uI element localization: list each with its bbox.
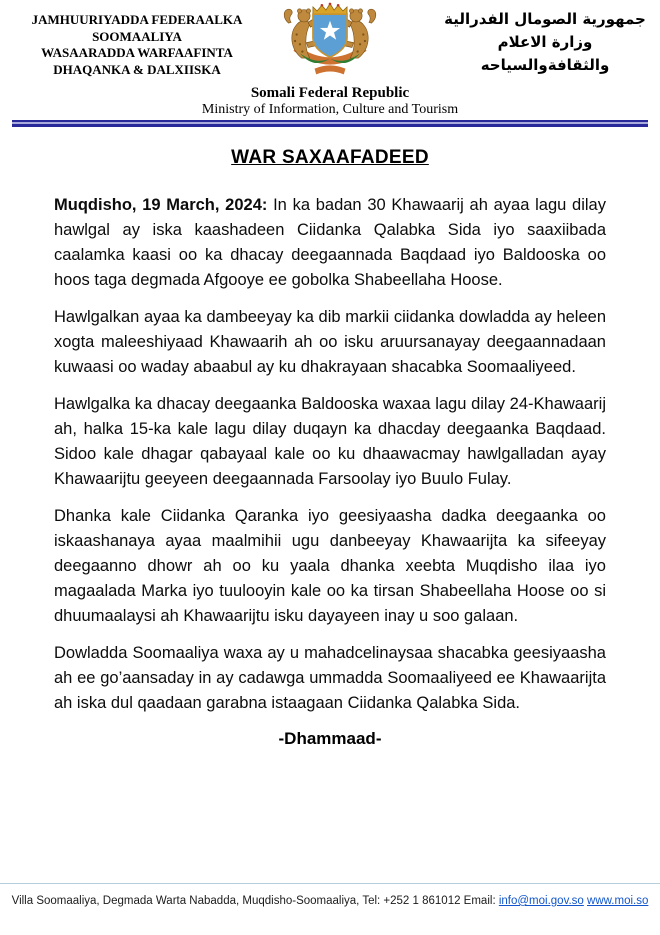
press-release-title: WAR SAXAAFADEED: [231, 147, 429, 168]
paragraph-text: Hawlgalkan ayaa ka dambeeyay ka dib markii ciidanka dowladda ay heleen xogta maleeshiyaad Khawaarih ah oo isku aruursanayay deegaannadaan kuwaasi oo waday abaabul ay ku dhakrayaan shacabka Soomaaliyeed.: [54, 308, 606, 376]
paragraph-text: In ka badan 30 Khawaarij ah ayaa lagu dilay hawlgal ay iska kaashadeen Ciidanka Qalabka Sida iyo saaxiibada caalamka kaasi oo ka dhacay deegaannada Baqdaad iyo Baldooska oo hoos taga degmada Afgooye ee gobolka Shabeellaha Hoose.: [54, 196, 606, 289]
footer-website-link[interactable]: www.moi.so: [587, 895, 649, 907]
footer-email-link[interactable]: info@moi.gov.so: [498, 895, 584, 907]
ministry-name-somali-line: SOOMAALIYA: [92, 28, 182, 44]
press-release-paragraph: [54, 193, 606, 293]
press-release-paragraph: [54, 504, 606, 629]
somalia-coat-of-arms: [276, 2, 384, 85]
ministry-name-arabic-line: وزارة الاعلام: [497, 33, 593, 51]
press-release-paragraph: [54, 305, 606, 380]
dateline: Muqdisho, 19 March, 2024:: [54, 196, 268, 214]
ministry-name-somali-line: DHAQANKA & DALXIISKA: [53, 61, 221, 77]
header-divider-rule: [12, 120, 648, 127]
paragraph-text: Dhanka kale Ciidanka Qaranka iyo geesiyaasha dadka deegaanka oo iskaashanaya ayaa maalmihii ugu danbeeyay Khawaarijta ka sifeeyay deegaanno dhowr ah oo ku yaala dhanka xeebta Muqdisho ilaa iyo magaalada Marka iyo tuulooyin kale oo ka tirsan Shabeellaha Hoose oo si dhuumaalaysi ah Khawaarijtu isku dayayeen inay u soo galaan.: [54, 507, 606, 625]
country-name-english: Somali Federal Republic: [250, 85, 410, 101]
ministry-name-somali-line: JAMHUURIYADDA FEDERAALKA: [31, 12, 243, 27]
footer: [0, 883, 660, 935]
paragraph-text: Dowladda Soomaaliya waxa ay u mahadcelinaysaa shacabka geesiyaasha ah ee go’aansaday in ay cadawga ummadda Soomaaliyeed ee Khawaarijta ah iska dul qaadaan garabna istaagaan Ciidanka Qalabka Sida.: [54, 644, 606, 712]
letterhead: [0, 0, 660, 117]
press-release-paragraph: [54, 641, 606, 716]
ministry-name-somali-line: WASAARADDA WARFAAFINTA: [41, 45, 233, 60]
ministry-name-arabic-line: جمهورية الصومال الفدرالية: [444, 10, 646, 28]
paragraph-text: Hawlgalka ka dhacay deegaanka Baldooska waxaa lagu dilay 24-Khawaarij ah, halka 15-ka kale lagu dilay duqayn ka dhacday deegaanka Baqdaad. Sidoo kale dhagar qabayaal kale oo ku dhaawacmay hawlgalladan ayay Khawaarijtu geeyeen deegaannada Farsoolay iyo Buulo Fulay.: [54, 395, 606, 488]
press-release-paragraph: [54, 392, 606, 492]
closing-mark: -Dhammaad-: [278, 729, 382, 748]
ministry-name-english: Ministry of Information, Culture and Tourism: [201, 102, 459, 117]
footer-address: Villa Soomaaliya, Degmada Warta Nabadda, Muqdisho-Soomaaliya, Tel: +252 1 861012 Email:: [11, 895, 496, 907]
ministry-name-arabic-line: والثقافةوالسياحه: [480, 56, 610, 74]
ministry-name-somali: [18, 12, 256, 78]
ministry-name-arabic: [440, 8, 650, 77]
press-release-body: [54, 193, 606, 716]
